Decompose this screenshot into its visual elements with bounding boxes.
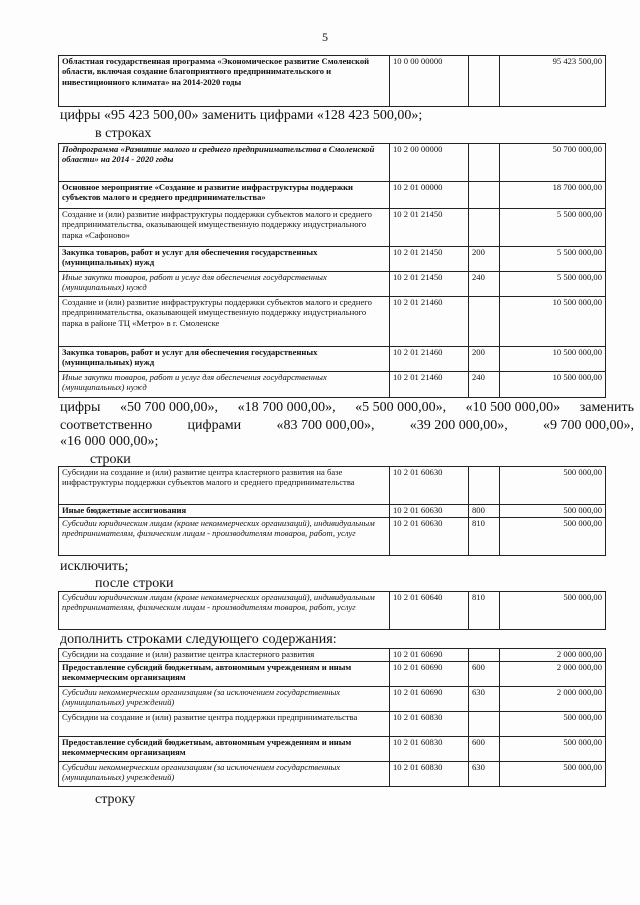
text-fragment: «39 200 000,00», — [409, 418, 508, 433]
row-type — [469, 712, 500, 737]
row-amount: 500 000,00 — [500, 737, 606, 762]
row-name: Субсидии на создание и (или) развитие центра поддержки предпринимательства — [59, 712, 390, 737]
row-amount: 500 000,00 — [500, 467, 606, 505]
table-row — [59, 505, 606, 518]
row-name: Предоставление субсидий бюджетным, автономным учреждениям и иным некоммерческим организациям — [59, 737, 390, 762]
instruction-add-rows: дополнить строками следующего содержания: — [60, 632, 337, 647]
row-type: 240 — [469, 272, 500, 297]
table-row — [59, 56, 606, 107]
budget-table-exclude — [58, 466, 606, 556]
budget-table-subprogram — [58, 143, 606, 398]
row-amount: 10 500 000,00 — [500, 372, 606, 398]
instruction-replace-1: цифры «95 423 500,00» заменить цифрами «128 423 500,00»; — [60, 108, 423, 123]
row-name: Основное мероприятие «Создание и развитие инфраструктуры поддержки субъектов малого и среднего предпринимательства» — [59, 182, 390, 209]
instruction-after-row: после строки — [95, 576, 174, 591]
row-code: 10 2 01 21450 — [390, 272, 469, 297]
row-type: 810 — [469, 518, 500, 556]
row-code: 10 2 01 21460 — [390, 372, 469, 398]
row-amount: 500 000,00 — [500, 505, 606, 518]
row-type — [469, 144, 500, 182]
table-row — [59, 247, 606, 272]
page-number: 5 — [322, 30, 328, 44]
row-type — [469, 209, 500, 247]
table-row — [59, 649, 606, 662]
instruction-in-rows: в строках — [95, 126, 152, 141]
text-fragment: цифрами — [187, 418, 242, 433]
row-code: 10 2 01 60690 — [390, 662, 469, 687]
row-amount: 500 000,00 — [500, 762, 606, 787]
instruction-rows: строки — [90, 452, 131, 467]
instruction-replace-2-line1 — [60, 400, 634, 416]
row-name: Закупка товаров, работ и услуг для обеспечения государственных (муниципальных) нужд — [59, 247, 390, 272]
row-amount: 18 700 000,00 — [500, 182, 606, 209]
row-type: 200 — [469, 247, 500, 272]
row-amount: 50 700 000,00 — [500, 144, 606, 182]
table-row — [59, 272, 606, 297]
row-type: 200 — [469, 347, 500, 372]
text-fragment: «9 700 000,00», — [543, 418, 634, 433]
row-name: Иные закупки товаров, работ и услуг для обеспечения государственных (муниципальных) нужд — [59, 372, 390, 398]
table-row — [59, 712, 606, 737]
row-code: 10 2 01 60690 — [390, 649, 469, 662]
row-name: Субсидии некоммерческим организациям (за исключением государственных (муниципальных) учреждений) — [59, 687, 390, 712]
table-row — [59, 297, 606, 347]
row-type: 800 — [469, 505, 500, 518]
row-code: 10 2 01 21450 — [390, 209, 469, 247]
row-amount: 95 423 500,00 — [500, 56, 606, 107]
row-name: Иные бюджетные ассигнования — [59, 505, 390, 518]
row-type — [469, 649, 500, 662]
instruction-row: строку — [95, 792, 136, 807]
table-row — [59, 762, 606, 787]
row-type: 600 — [469, 662, 500, 687]
table-row — [59, 592, 606, 630]
table-row — [59, 737, 606, 762]
row-code: 10 2 01 60830 — [390, 737, 469, 762]
row-amount: 500 000,00 — [500, 592, 606, 630]
row-name: Областная государственная программа «Экономическое развитие Смоленской области, включая создание благоприятного предпринимательского и инвестиционного климата» на 2014-2020 годы — [59, 56, 390, 107]
row-name: Субсидии юридическим лицам (кроме некоммерческих организаций), индивидуальным предпринимателям, физическим лицам - производителям товаров, работ, услуг — [59, 518, 390, 556]
row-name: Подпрограмма «Развитие малого и среднего предпринимательства в Смоленской области» на 2014 - 2020 годы — [59, 144, 390, 182]
row-code: 10 2 01 60830 — [390, 762, 469, 787]
row-code: 10 2 01 60630 — [390, 518, 469, 556]
row-name: Создание и (или) развитие инфраструктуры поддержки субъектов малого и среднего предпринимательства, оказывающей имущественную поддержку индустриального парка «Сафоново» — [59, 209, 390, 247]
row-code: 10 2 01 60630 — [390, 505, 469, 518]
row-type — [469, 297, 500, 347]
row-code: 10 2 01 60690 — [390, 687, 469, 712]
table-row — [59, 347, 606, 372]
row-name: Субсидии на создание и (или) развитие центра кластерного развития на базе инфраструктуры поддержки субъектов малого и среднего предпринимательства — [59, 467, 390, 505]
table-row — [59, 518, 606, 556]
row-code: 10 2 01 60640 — [390, 592, 469, 630]
row-amount: 2 000 000,00 — [500, 687, 606, 712]
row-amount: 5 500 000,00 — [500, 247, 606, 272]
instruction-replace-2-line3: «16 000 000,00»; — [60, 434, 159, 449]
text-fragment: цифры — [60, 400, 101, 415]
row-type: 630 — [469, 687, 500, 712]
row-name: Субсидии юридическим лицам (кроме некоммерческих организаций), индивидуальным предпринимателям, физическим лицам - производителям товаров, работ, услуг — [59, 592, 390, 630]
text-fragment: заменить — [579, 400, 635, 415]
row-code: 10 2 01 60830 — [390, 712, 469, 737]
row-amount: 500 000,00 — [500, 518, 606, 556]
table-row — [59, 687, 606, 712]
table-row — [59, 144, 606, 182]
row-type: 630 — [469, 762, 500, 787]
row-code: 10 2 01 60630 — [390, 467, 469, 505]
row-code: 10 2 01 21450 — [390, 247, 469, 272]
budget-table-after — [58, 591, 606, 630]
text-fragment: соответственно — [60, 418, 153, 433]
text-fragment: «50 700 000,00», — [120, 400, 219, 415]
row-amount: 2 000 000,00 — [500, 662, 606, 687]
row-name: Создание и (или) развитие инфраструктуры поддержки субъектов малого и среднего предпринимательства, оказывающей имущественную поддержку индустриального парка в районе ТЦ «Метро» в г. Смоленске — [59, 297, 390, 347]
row-name: Закупка товаров, работ и услуг для обеспечения государственных (муниципальных) нужд — [59, 347, 390, 372]
row-type: 810 — [469, 592, 500, 630]
row-code: 10 2 01 21460 — [390, 297, 469, 347]
row-amount: 2 000 000,00 — [500, 649, 606, 662]
text-fragment: «18 700 000,00», — [237, 400, 336, 415]
text-fragment: «10 500 000,00» — [465, 400, 561, 415]
table-row — [59, 182, 606, 209]
row-code: 10 2 01 21460 — [390, 347, 469, 372]
row-code: 10 0 00 00000 — [390, 56, 469, 107]
row-type — [469, 56, 500, 107]
row-name: Субсидии на создание и (или) развитие центра кластерного развития — [59, 649, 390, 662]
instruction-exclude: исключить; — [60, 559, 129, 574]
row-code: 10 2 00 00000 — [390, 144, 469, 182]
table-row — [59, 372, 606, 398]
row-amount: 500 000,00 — [500, 712, 606, 737]
table-row — [59, 467, 606, 505]
row-name: Иные закупки товаров, работ и услуг для обеспечения государственных (муниципальных) нужд — [59, 272, 390, 297]
row-amount: 10 500 000,00 — [500, 297, 606, 347]
row-type: 240 — [469, 372, 500, 398]
budget-table-added — [58, 648, 606, 787]
row-amount: 10 500 000,00 — [500, 347, 606, 372]
row-name: Предоставление субсидий бюджетным, автономным учреждениям и иным некоммерческим организациям — [59, 662, 390, 687]
text-fragment: «83 700 000,00», — [276, 418, 375, 433]
table-row — [59, 662, 606, 687]
row-amount: 5 500 000,00 — [500, 209, 606, 247]
row-type — [469, 467, 500, 505]
instruction-replace-2-line2 — [60, 418, 634, 434]
budget-table-program — [58, 55, 606, 107]
text-fragment: «5 500 000,00», — [355, 400, 447, 415]
row-type: 600 — [469, 737, 500, 762]
row-code: 10 2 01 00000 — [390, 182, 469, 209]
row-amount: 5 500 000,00 — [500, 272, 606, 297]
row-type — [469, 182, 500, 209]
table-row — [59, 209, 606, 247]
row-name: Субсидии некоммерческим организациям (за исключением государственных (муниципальных) учреждений) — [59, 762, 390, 787]
